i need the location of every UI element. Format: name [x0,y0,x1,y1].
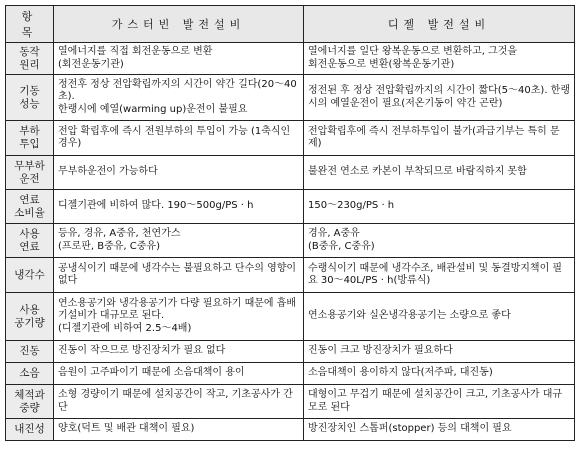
gas-turbine-cell: 소형 경량이기 때문에 설치공간이 작고, 기초공사가 간단 [54,385,304,419]
gas-turbine-cell: 공냉식이기 때문에 냉각수는 불필요하고 단수의 영향이 없다 [54,258,304,293]
row-label: 부하 투입 [6,121,54,156]
row-label: 무부하 운전 [6,156,54,190]
diesel-cell: 대형이고 무겁기 때문에 설치공간이 크고, 기초공사가 대규모로 된다 [304,385,575,419]
table-row [6,293,575,341]
header-item: 항 목 [6,6,54,43]
header-diesel: 디젤 발전설비 [304,6,575,43]
gas-turbine-cell: 연소용공기와 냉각용공기가 다량 필요하기 때문에 흡배기설비가 대규모로 된다. (디젤기관에 비하여 2.5～4배) [54,293,304,341]
gas-turbine-cell: 정전후 정상 전압확립까지의 시간이 약간 길다(20～40초). 한랭시에 예열(warming up)운전이 불필요 [54,75,304,121]
row-label: 소음 [6,363,54,385]
header-row [6,6,575,43]
gas-turbine-cell: 음원이 고주파이기 때문에 소음대책이 용이 [54,363,304,385]
table-row [6,385,575,419]
diesel-cell: 경유, A중유 (B중유, C중유) [304,224,575,258]
diesel-cell: 수랭식이기 때문에 냉각수조, 배관설비 및 동결방지책이 필요 30～40L/PS · h(방류식) [304,258,575,293]
diesel-cell: 진동이 크고 방진장치가 필요하다 [304,341,575,363]
table-row [6,75,575,121]
diesel-cell: 150～230g/PS · h [304,190,575,224]
diesel-cell: 연소용공기와 실온냉각용공기는 소량으로 좋다 [304,293,575,341]
table-row [6,258,575,293]
gas-turbine-cell: 양호(덕트 및 배관 대책이 필요) [54,419,304,441]
diesel-cell: 방진장치인 스톱퍼(stopper) 등의 대책이 필요 [304,419,575,441]
diesel-cell: 소음대책이 용이하지 않다(저주파, 대진동) [304,363,575,385]
row-label: 냉각수 [6,258,54,293]
header-gas-turbine: 가스터빈 발전설비 [54,6,304,43]
row-label: 내진성 [6,419,54,441]
gas-turbine-cell: 진동이 작으므로 방진장치가 필요 없다 [54,341,304,363]
diesel-cell: 열에너지를 일단 왕복운동으로 변환하고, 그것을 회전운동으로 변환(왕복운동기관) [304,43,575,75]
row-label: 동작 원리 [6,43,54,75]
gas-turbine-cell: 무부하운전이 가능하다 [54,156,304,190]
row-label: 연료 소비율 [6,190,54,224]
table-row [6,121,575,156]
table-row [6,341,575,363]
table-row [6,156,575,190]
gas-turbine-cell: 전압 확립후에 즉시 전원부하의 투입이 가능 (1축식인 경우) [54,121,304,156]
row-label: 기동 성능 [6,75,54,121]
row-label: 진동 [6,341,54,363]
row-label: 사용 연료 [6,224,54,258]
comparison-table [5,5,575,441]
diesel-cell: 불완전 연소로 카본이 부착되므로 바람직하지 못함 [304,156,575,190]
row-label: 체적과 중량 [6,385,54,419]
diesel-cell: 전압확립후에 즉시 전부하투입이 불가(과급기부는 특히 문제) [304,121,575,156]
gas-turbine-cell: 열에너지를 직접 회전운동으로 변환 (회전운동기관) [54,43,304,75]
table-row [6,190,575,224]
diesel-cell: 정전된 후 정상 전압확립까지의 시간이 짧다(5～40초). 한랭시의 예열운전이 필요(저온기동이 약간 곤란) [304,75,575,121]
table-row [6,419,575,441]
table-row [6,224,575,258]
row-label: 사용 공기량 [6,293,54,341]
table-row [6,43,575,75]
gas-turbine-cell: 등유, 경유, A중유, 천연가스 (프로판, B중유, C중유) [54,224,304,258]
table-row [6,363,575,385]
gas-turbine-cell: 디젤기관에 비하여 많다. 190～500g/PS · h [54,190,304,224]
